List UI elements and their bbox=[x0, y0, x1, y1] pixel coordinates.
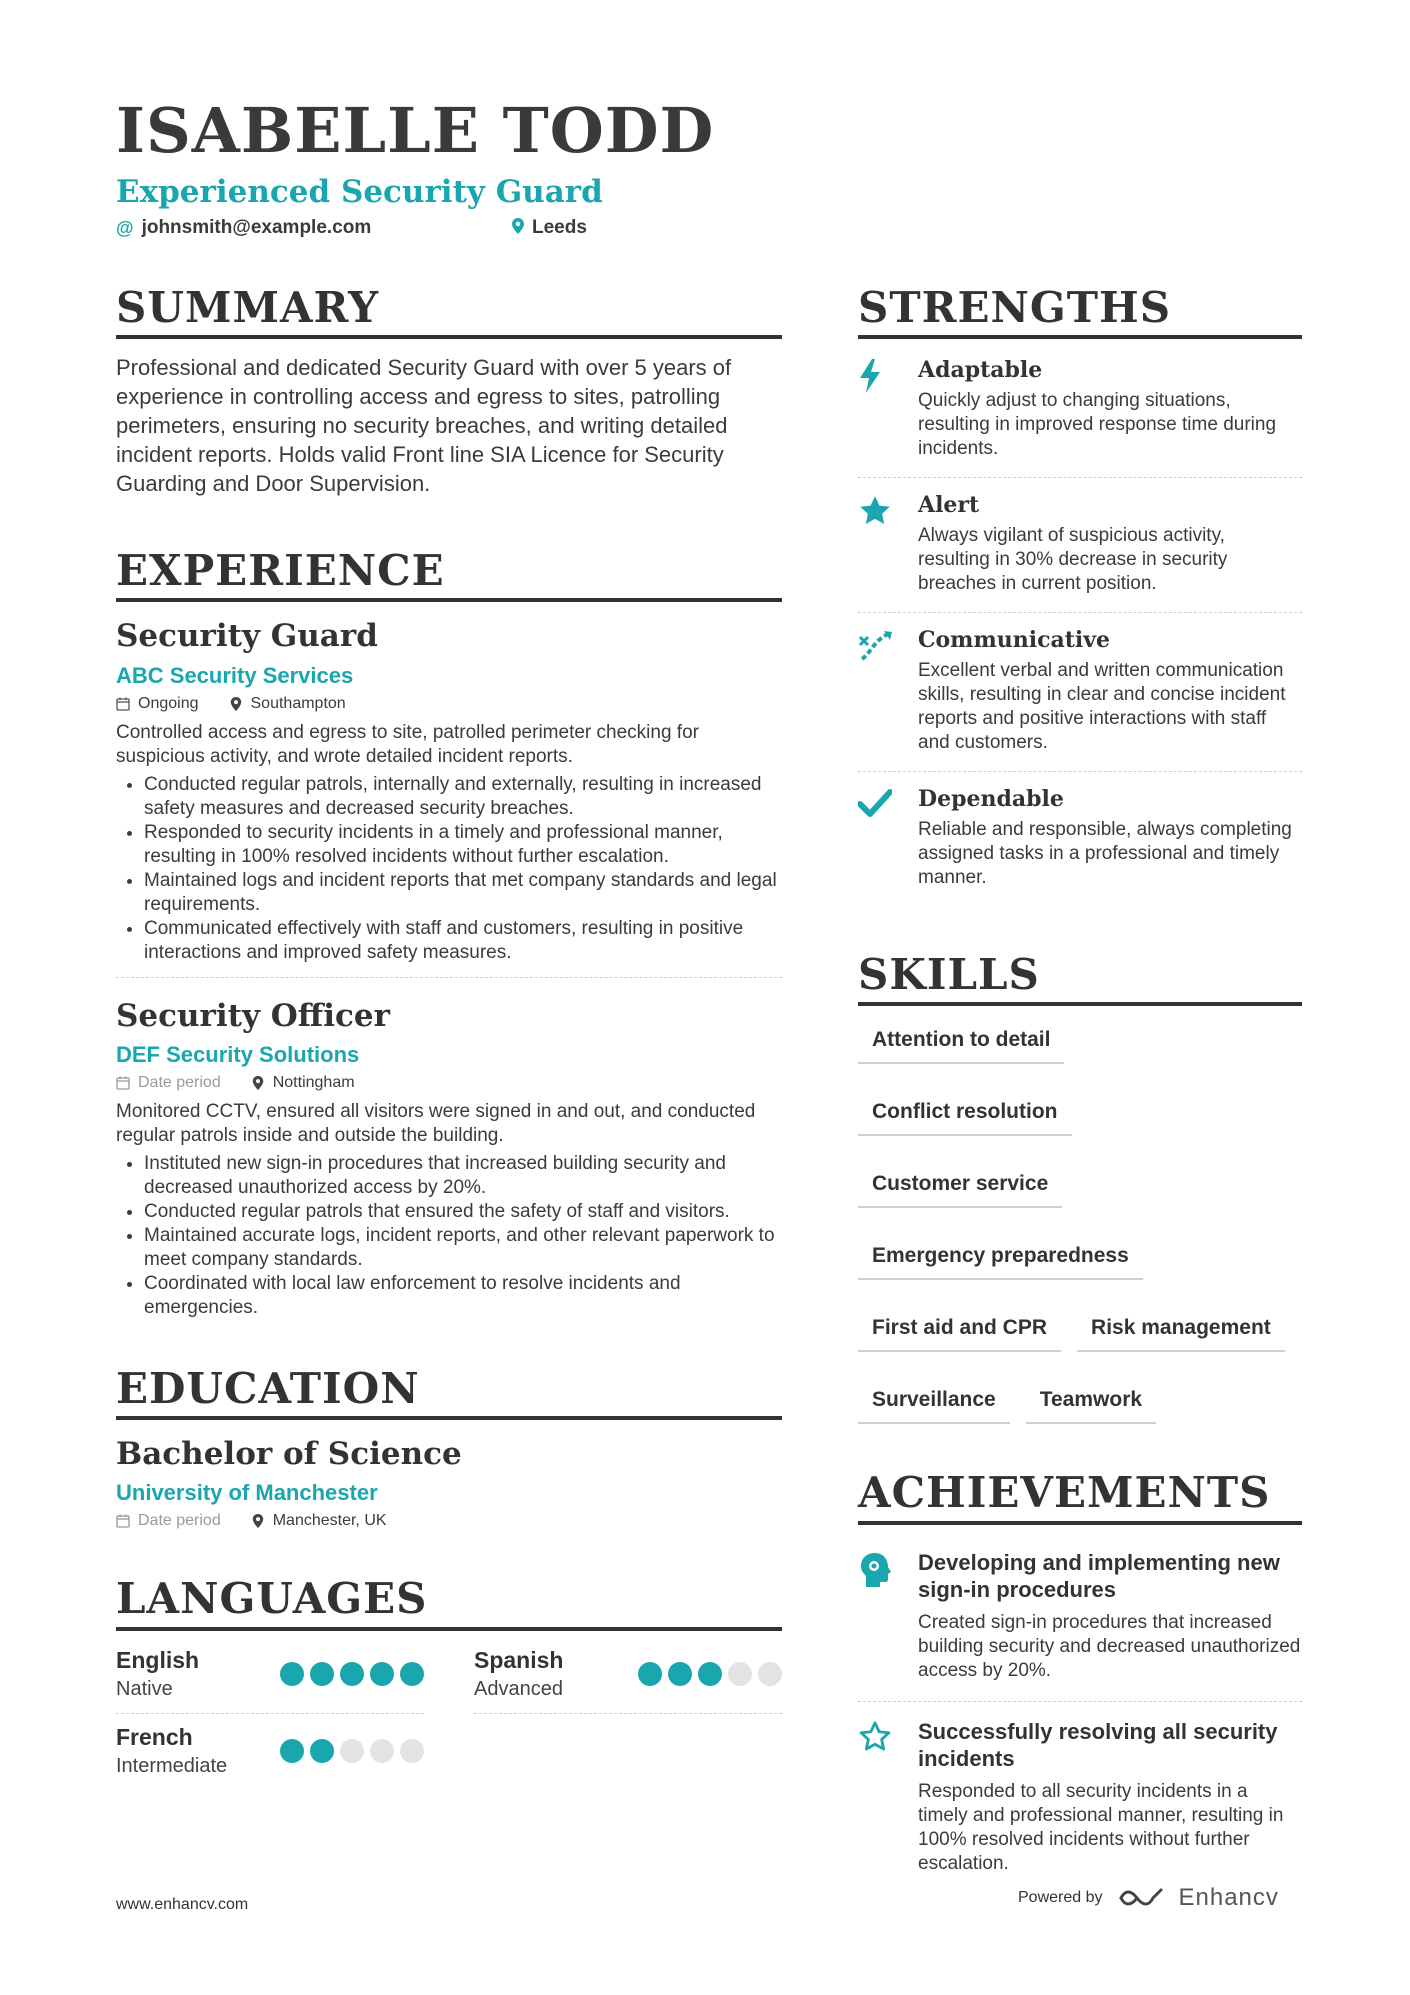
achievement-title: Successfully resolving all security incidents bbox=[918, 1718, 1278, 1771]
skill-tag: Attention to detail bbox=[858, 1020, 1064, 1064]
at-icon: @ bbox=[116, 217, 134, 238]
right-column bbox=[858, 285, 1302, 1894]
proficiency-dot-filled bbox=[698, 1662, 722, 1686]
strength-description: Excellent verbal and written communication skills, resulting in clear and concise incident reports and positive interactions with staff and customers. bbox=[918, 660, 1286, 754]
location-text: Leeds bbox=[532, 217, 587, 238]
proficiency-dot-filled bbox=[400, 1662, 424, 1686]
language-name: Spanish bbox=[474, 1646, 564, 1673]
job-location-text: Nottingham bbox=[272, 1073, 355, 1091]
job-description: Controlled access and egress to site, patrolled perimeter checking for suspicious activity, and wrote detailed incident reports. bbox=[116, 721, 699, 767]
achievement-description: Created sign-in procedures that increased building security and decreased unauthorized access by 20%. bbox=[918, 1611, 1301, 1681]
strength-item bbox=[858, 353, 1302, 478]
strength-item bbox=[858, 478, 1302, 613]
job-period bbox=[116, 1074, 221, 1092]
proficiency-dots bbox=[280, 1662, 424, 1686]
proficiency-dot-empty bbox=[400, 1739, 424, 1763]
summary-section bbox=[116, 285, 782, 498]
job-company: DEF Security Solutions bbox=[116, 1041, 360, 1067]
divider bbox=[116, 977, 782, 978]
job-bullet: • Responded to security incidents in a timely and professional manner, resulting in 100% resolved incidents without further escalation. bbox=[144, 821, 782, 869]
email-text: johnsmith@example.com bbox=[141, 217, 372, 238]
location-pin-icon bbox=[251, 1076, 265, 1090]
language-level: Intermediate bbox=[116, 1754, 228, 1777]
job-role: Security Officer bbox=[116, 997, 390, 1034]
enhancv-logo-icon bbox=[1117, 1886, 1165, 1910]
education-location-text: Manchester, UK bbox=[272, 1512, 387, 1530]
head-icon bbox=[858, 1549, 896, 1683]
job-role: Security Guard bbox=[116, 618, 378, 655]
strength-item bbox=[858, 772, 1302, 906]
proficiency-dots bbox=[280, 1739, 424, 1763]
job-bullet: • Coordinated with local law enforcement to resolve incidents and emergencies. bbox=[144, 1272, 782, 1320]
brand-name: Enhancv bbox=[1178, 1884, 1279, 1911]
location-pin-icon bbox=[512, 218, 524, 239]
job-period bbox=[116, 695, 199, 713]
achievement-item bbox=[858, 1702, 1302, 1894]
strength-title: Dependable bbox=[918, 786, 1064, 813]
proficiency-dot-empty bbox=[728, 1662, 752, 1686]
skills-heading: SKILLS bbox=[858, 952, 1302, 1006]
experience-section bbox=[116, 548, 782, 1320]
proficiency-dot-empty bbox=[370, 1739, 394, 1763]
experience-entry bbox=[116, 996, 782, 1320]
skill-tag: Risk management bbox=[1077, 1308, 1285, 1352]
job-bullet: • Maintained accurate logs, incident reports, and other relevant paperwork to meet company standards. bbox=[144, 1224, 782, 1272]
languages-section bbox=[116, 1576, 782, 1789]
language-item bbox=[474, 1645, 782, 1714]
language-name: French bbox=[116, 1723, 193, 1750]
strength-description: Reliable and responsible, always completing assigned tasks in a professional and timely manner. bbox=[918, 819, 1292, 889]
language-item bbox=[116, 1645, 424, 1714]
job-bullet: • Maintained logs and incident reports that met company standards and legal requirements. bbox=[144, 869, 782, 917]
strength-item bbox=[858, 613, 1302, 772]
school: University of Manchester bbox=[116, 1480, 378, 1506]
achievement-title: Developing and implementing new sign-in procedures bbox=[918, 1549, 1280, 1602]
summary-heading: SUMMARY bbox=[116, 285, 782, 339]
proficiency-dot-filled bbox=[370, 1662, 394, 1686]
footer-website[interactable]: www.enhancv.com bbox=[116, 1896, 249, 1913]
job-location bbox=[251, 1074, 355, 1092]
education-period bbox=[116, 1512, 221, 1530]
footer-brand[interactable] bbox=[1018, 1884, 1279, 1912]
job-bullet: • Communicated effectively with staff and customers, resulting in positive interactions and improved safety measures. bbox=[144, 917, 782, 965]
job-location-text: Southampton bbox=[250, 694, 346, 712]
language-item bbox=[116, 1722, 424, 1790]
education-location bbox=[251, 1512, 387, 1530]
calendar-icon bbox=[116, 1076, 130, 1090]
languages-list bbox=[116, 1645, 782, 1790]
job-meta bbox=[116, 1074, 782, 1092]
strength-title: Alert bbox=[918, 492, 980, 519]
skills-section bbox=[858, 952, 1302, 1424]
communication-icon bbox=[858, 627, 896, 755]
skill-tag: Customer service bbox=[858, 1164, 1062, 1208]
star-icon bbox=[858, 492, 896, 596]
skills-list bbox=[858, 1020, 1302, 1424]
skill-tag: Conflict resolution bbox=[858, 1092, 1072, 1136]
proficiency-dot-empty bbox=[758, 1662, 782, 1686]
proficiency-dot-empty bbox=[340, 1739, 364, 1763]
experience-entry bbox=[116, 616, 782, 964]
job-bullet: • Conducted regular patrols that ensured the safety of staff and visitors. bbox=[144, 1200, 782, 1224]
job-bullets bbox=[116, 1152, 782, 1320]
strengths-heading: STRENGTHS bbox=[858, 285, 1302, 339]
job-description: Monitored CCTV, ensured all visitors were signed in and out, and conducted regular patrols inside and outside the building. bbox=[116, 1100, 756, 1146]
proficiency-dot-filled bbox=[668, 1662, 692, 1686]
powered-by-text: Powered by bbox=[1018, 1889, 1103, 1906]
contact-email[interactable] bbox=[116, 217, 371, 239]
strength-description: Always vigilant of suspicious activity, resulting in 30% decrease in security breaches in current position. bbox=[918, 525, 1228, 595]
language-level: Advanced bbox=[474, 1677, 563, 1700]
star-outline-icon bbox=[858, 1718, 896, 1876]
location-pin-icon bbox=[229, 697, 243, 711]
calendar-icon bbox=[116, 1514, 130, 1528]
experience-heading: EXPERIENCE bbox=[116, 548, 782, 602]
proficiency-dot-filled bbox=[340, 1662, 364, 1686]
job-period-text: Ongoing bbox=[138, 694, 199, 712]
achievement-item bbox=[858, 1539, 1302, 1702]
language-name: English bbox=[116, 1646, 200, 1673]
job-meta bbox=[116, 695, 782, 713]
left-column bbox=[116, 285, 782, 1790]
calendar-icon bbox=[116, 697, 130, 711]
education-meta bbox=[116, 1512, 782, 1530]
candidate-name: ISABELLE TODD bbox=[116, 94, 715, 167]
achievement-description: Responded to all security incidents in a timely and professional manner, resulting in 100% resolved incidents without further escalation. bbox=[918, 1780, 1284, 1874]
job-bullets bbox=[116, 773, 782, 965]
strengths-section bbox=[858, 285, 1302, 906]
skill-tag: Surveillance bbox=[858, 1380, 1010, 1424]
proficiency-dot-filled bbox=[280, 1739, 304, 1763]
job-company: ABC Security Services bbox=[116, 662, 354, 688]
job-location bbox=[229, 695, 346, 713]
job-period-text: Date period bbox=[138, 1073, 221, 1091]
education-section bbox=[116, 1363, 782, 1530]
degree: Bachelor of Science bbox=[116, 1436, 462, 1473]
proficiency-dot-filled bbox=[310, 1662, 334, 1686]
contact-location bbox=[512, 217, 587, 239]
strength-title: Communicative bbox=[918, 627, 1111, 654]
strength-title: Adaptable bbox=[918, 357, 1043, 384]
proficiency-dot-filled bbox=[310, 1739, 334, 1763]
language-level: Native bbox=[116, 1677, 173, 1700]
job-bullet: • Conducted regular patrols, internally and externally, resulting in increased safety measures and decreased security breaches. bbox=[144, 773, 782, 821]
proficiency-dot-filled bbox=[638, 1662, 662, 1686]
achievements-section bbox=[858, 1470, 1302, 1893]
lightning-icon bbox=[858, 357, 896, 461]
proficiency-dot-filled bbox=[280, 1662, 304, 1686]
skill-tag: Teamwork bbox=[1026, 1380, 1156, 1424]
location-pin-icon bbox=[251, 1514, 265, 1528]
education-period-text: Date period bbox=[138, 1512, 221, 1530]
job-bullet: • Instituted new sign-in procedures that increased building security and decreased unauthorized access by 20%. bbox=[144, 1152, 782, 1200]
skill-tag: Emergency preparedness bbox=[858, 1236, 1143, 1280]
checkmark-icon bbox=[858, 786, 896, 890]
achievements-heading: ACHIEVEMENTS bbox=[858, 1470, 1302, 1524]
proficiency-dots bbox=[638, 1662, 782, 1686]
summary-text: Professional and dedicated Security Guard with over 5 years of experience in controlling access and egress to sites, patrolling perimeters, ensuring no security breaches, and writing detailed incident reports. Holds valid Front line SIA Licence for Security Guarding and Door Supervision. bbox=[116, 355, 732, 497]
education-heading: EDUCATION bbox=[116, 1366, 782, 1420]
candidate-title: Experienced Security Guard bbox=[116, 174, 603, 210]
strength-description: Quickly adjust to changing situations, resulting in improved response time during incidents. bbox=[918, 390, 1277, 460]
languages-heading: LANGUAGES bbox=[116, 1576, 782, 1630]
skill-tag: First aid and CPR bbox=[858, 1308, 1061, 1352]
